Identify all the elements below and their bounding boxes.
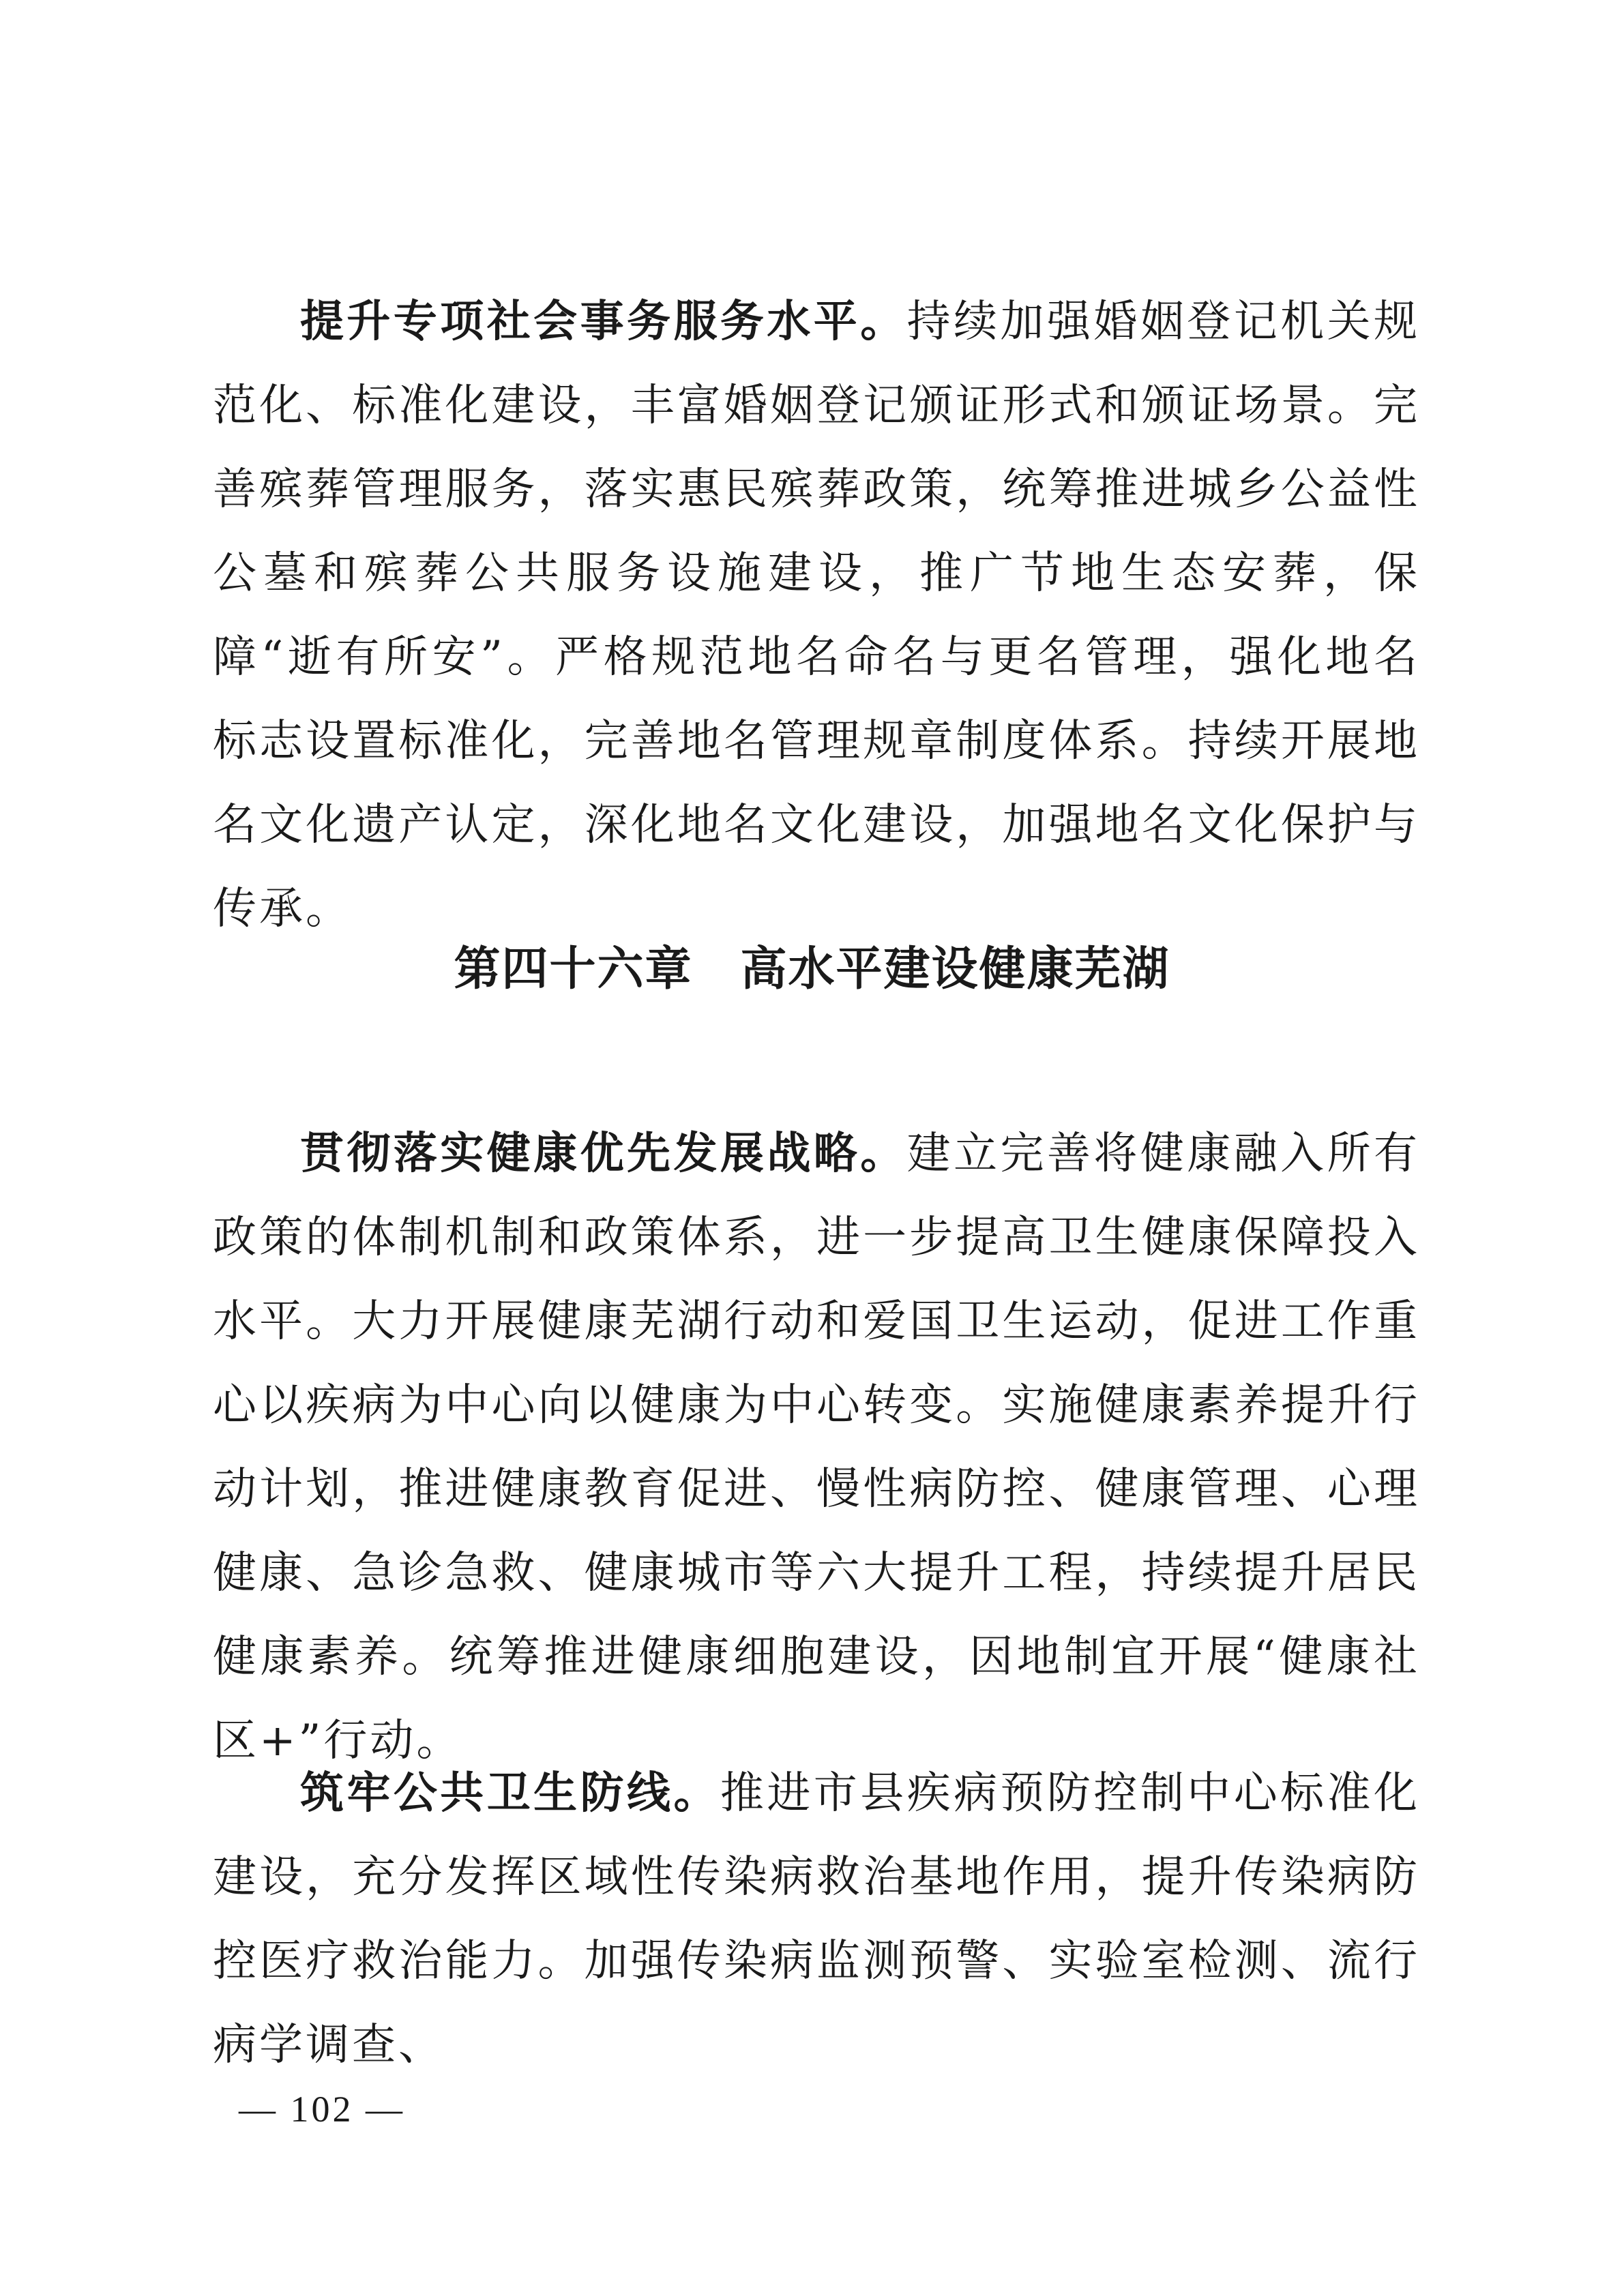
paragraph-body: 推进市县疾病预防控制中心标准化建设，充分发挥区域性传染病救治基地作用，提升传染病防控医疗救治能力。加强传染病监测预警、实验室检测、流行病学调查、 <box>213 1768 1421 2070</box>
paragraph-lead-heading: 贯彻落实健康优先发展战略。 <box>300 1128 907 1179</box>
paragraph-lead-heading: 提升专项社会事务服务水平。 <box>300 296 907 347</box>
paragraph-public-health-defense <box>213 1751 1420 2087</box>
paragraph-health-priority-strategy <box>213 1112 1420 1783</box>
paragraph-body: 持续加强婚姻登记机关规范化、标准化建设，丰富婚姻登记颁证形式和颁证场景。完善殡葬管理服务，落实惠民殡葬政策，统筹推进城乡公益性公墓和殡葬公共服务设施建设，推广节地生态安葬，保障“逝有所安”。严格规范地名命名与更名管理，强化地名标志设置标准化，完善地名管理规章制度体系。持续开展地名文化遗产认定，深化地名文化建设，加强地名文化保护与传承。 <box>213 297 1421 934</box>
chapter-heading <box>0 936 1624 1004</box>
paragraph-lead-heading: 筑牢公共卫生防线。 <box>300 1768 720 1819</box>
chapter-title: 高水平建设健康芜湖 <box>740 942 1170 996</box>
page-number: — 102 — <box>239 2089 405 2130</box>
paragraph-special-social-affairs <box>213 280 1420 951</box>
paragraph-body: 建立完善将健康融入所有政策的体制机制和政策体系，进一步提高卫生健康保障投入水平。大力开展健康芜湖行动和爱国卫生运动，促进工作重心以疾病为中心向以健康为中心转变。实施健康素养提升行动计划，推进健康教育促进、慢性病防控、健康管理、心理健康、急诊急救、健康城市等六大提升工程，持续提升居民健康素养。统筹推进健康细胞建设，因地制宜开展“健康社区+”行动。 <box>213 1129 1421 1766</box>
chapter-number: 第四十六章 <box>454 942 693 996</box>
